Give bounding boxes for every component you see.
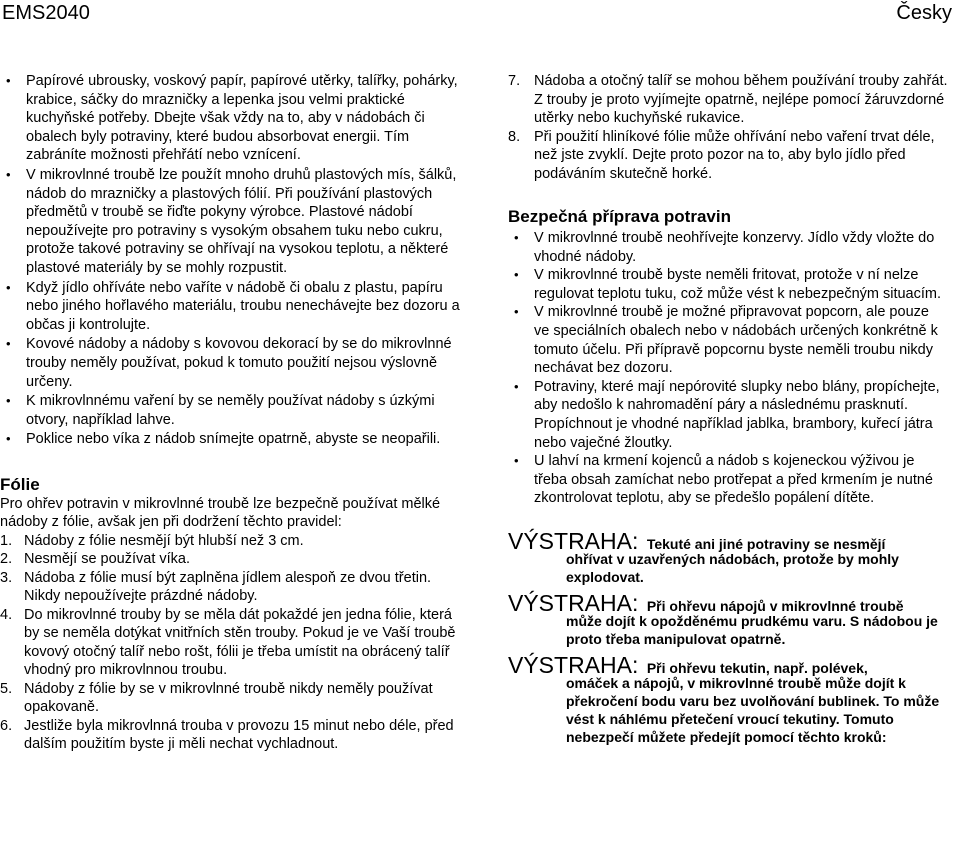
step-item bbox=[0, 532, 460, 551]
step-text: Nádoby z fólie by se v mikrovlnné troubě nikdy neměly používat opakovaně. bbox=[24, 680, 433, 716]
warning-label: VÝSTRAHA: bbox=[508, 651, 639, 678]
step-text: Při použití hliníkové fólie může ohřívání nebo vaření trvat déle, než jste zvyklí. Dejte proto pozor na to, aby bylo jídlo před podáváním skutečně horké. bbox=[534, 128, 935, 182]
foil-section-title: Fólie bbox=[0, 474, 40, 494]
warning-text-continued: může dojít k opožděnému prudkému varu. S nádobou je proto třeba manipulovat opatrně. bbox=[566, 612, 938, 647]
step-number: 6. bbox=[0, 717, 13, 734]
step-number: 7. bbox=[508, 73, 521, 89]
warning-block bbox=[508, 650, 948, 746]
step-text: Jestliže byla mikrovlnná trouba v provozu 15 minut nebo déle, před dalším použitím byste ji měli nechat vychladnout. bbox=[24, 717, 454, 753]
step-text: Nesmějí se používat víka. bbox=[24, 551, 191, 568]
warning-text: Při ohřevu tekutin, např. polévek, bbox=[646, 659, 868, 676]
step-item bbox=[0, 569, 460, 606]
step-item bbox=[0, 550, 460, 569]
list-item: • V mikrovlnné troubě byste neměli fritovat, protože v ní nelze regulovat teplotu tuku, což může vést k nebezpečným situacím. bbox=[508, 266, 948, 303]
step-number: 5. bbox=[0, 680, 13, 697]
step-item bbox=[0, 717, 460, 754]
list-item: • Potraviny, které mají nepórovité slupky nebo blány, propíchejte, aby nedošlo k nahromadění páry a následnému prasknutí. Propíchnout je vhodné například jablka, brambory, kuřecí játra nebo vaječné žloutky. bbox=[508, 378, 948, 452]
safe-bullets bbox=[508, 229, 948, 508]
safe-section-title: Bezpečná příprava potravin bbox=[508, 207, 731, 226]
step-item bbox=[0, 680, 460, 717]
list-item: • Kovové nádoby a nádoby s kovovou dekorací by se do mikrovlnné trouby neměly používat, pokud k tomuto použití nejsou výslovně určeny. bbox=[0, 335, 460, 391]
list-item: • V mikrovlnné troubě lze použít mnoho druhů plastových mís, šálků, nádob do mrazničky a plastových fólií. Při používání plastových předmětů v troubě se řiďte pokyny výrobce. Plastové nádobí nepoužívejte pro potraviny s vysokým obsahem tuku nebo cukru, protože takové potraviny se ohřívají na vysokou teplotu, a některé plastové materiály by se mohly rozpustit. bbox=[0, 166, 460, 278]
left-column bbox=[0, 72, 460, 754]
language-label: Česky bbox=[896, 2, 952, 24]
list-item: • Když jídlo ohříváte nebo vaříte v nádobě či obalu z plastu, papíru nebo jiného hořlavého materiálu, troubu nenechávejte bez dozoru a občas ji kontrolujte. bbox=[0, 279, 460, 335]
list-item: • V mikrovlnné troubě neohřívejte konzervy. Jídlo vždy vložte do vhodné nádoby. bbox=[508, 229, 948, 266]
foil-steps-continued bbox=[508, 72, 948, 183]
warning-text-continued: ohřívat v uzavřených nádobách, protože by mohly explodovat. bbox=[566, 550, 899, 585]
container-bullets bbox=[0, 72, 460, 449]
step-number: 3. bbox=[0, 569, 13, 586]
list-item: • Papírové ubrousky, voskový papír, papírové utěrky, talířky, pohárky, krabice, sáčky do mrazničky a lepenka jsou velmi praktické kuchyňské potřeby. Dbejte však vždy na to, aby v nádobách či obalech byly potraviny, které budou absorbovat energii. Tím zabráníte možnosti přehřátí nebo vznícení. bbox=[0, 72, 460, 165]
step-text: Nádoby z fólie nesmějí být hlubší než 3 cm. bbox=[24, 532, 304, 549]
list-item: • V mikrovlnné troubě je možné připravovat popcorn, ale pouze ve speciálních obalech nebo v nádobách určených konkrétně k tomuto účelu. Při přípravě popcornu byste neměli troubu nikdy nechávat bez dozoru. bbox=[508, 303, 948, 377]
warning-text: Při ohřevu nápojů v mikrovlnné troubě bbox=[646, 597, 904, 614]
warning-label: VÝSTRAHA: bbox=[508, 589, 639, 616]
step-number: 4. bbox=[0, 606, 13, 623]
warning-text-continued: omáček a nápojů, v mikrovlnné troubě může dojít k překročení bodu varu bez uvolňování bublinek. To může vést k náhlému přetečení vroucí tekutiny. Tomuto nebezpečí můžete předejít pomocí těchto kroků: bbox=[566, 674, 940, 745]
warnings bbox=[508, 526, 948, 746]
warning-block bbox=[508, 588, 948, 648]
model-number: EMS2040 bbox=[2, 2, 90, 24]
right-column bbox=[508, 72, 948, 748]
warning-text: Tekuté ani jiné potraviny se nesmějí bbox=[646, 535, 886, 552]
step-text: Nádoba a otočný talíř se mohou během používání trouby zahřát. Z trouby je proto vyjímejte opatrně, nejlépe pomocí žáruvzdorné utěrky nebo kuchyňské rukavice. bbox=[534, 73, 948, 126]
step-number: 1. bbox=[0, 532, 13, 549]
step-number: 2. bbox=[0, 551, 13, 568]
list-item: • U lahví na krmení kojenců a nádob s kojeneckou výživou je třeba obsah zamíchat nebo protřepat a před krmením je nutné zkontrolovat teplotu, aby se předešlo popálení dítěte. bbox=[508, 452, 948, 508]
warning-label: VÝSTRAHA: bbox=[508, 527, 639, 554]
foil-intro: Pro ohřev potravin v mikrovlnné troubě lze bezpečně používat mělké nádoby z fólie, avšak jen při dodržení těchto pravidel: bbox=[0, 495, 441, 531]
list-item: • K mikrovlnnému vaření by se neměly používat nádoby s úzkými otvory, například lahve. bbox=[0, 392, 460, 429]
list-item: • Poklice nebo víka z nádob snímejte opatrně, abyste se neopařili. bbox=[0, 430, 460, 449]
step-item bbox=[508, 72, 948, 128]
foil-steps bbox=[0, 532, 460, 754]
step-item bbox=[508, 128, 948, 184]
step-item bbox=[0, 606, 460, 680]
step-text: Nádoba z fólie musí být zaplněna jídlem alespoň ze dvou třetin. Nikdy nepoužívejte prázdné nádoby. bbox=[24, 569, 432, 605]
step-number: 8. bbox=[508, 128, 521, 145]
page-header bbox=[0, 0, 960, 30]
warning-block bbox=[508, 526, 948, 586]
step-text: Do mikrovlnné trouby by se měla dát pokaždé jen jedna fólie, která by se neměla dotýkat vnitřních stěn trouby. Pokud je ve Vaší troubě kovový otočný talíř nebo rošt, fólii je třeba umístit na obrácený talíř vhodný pro mikrovlnnou troubu. bbox=[24, 606, 456, 679]
